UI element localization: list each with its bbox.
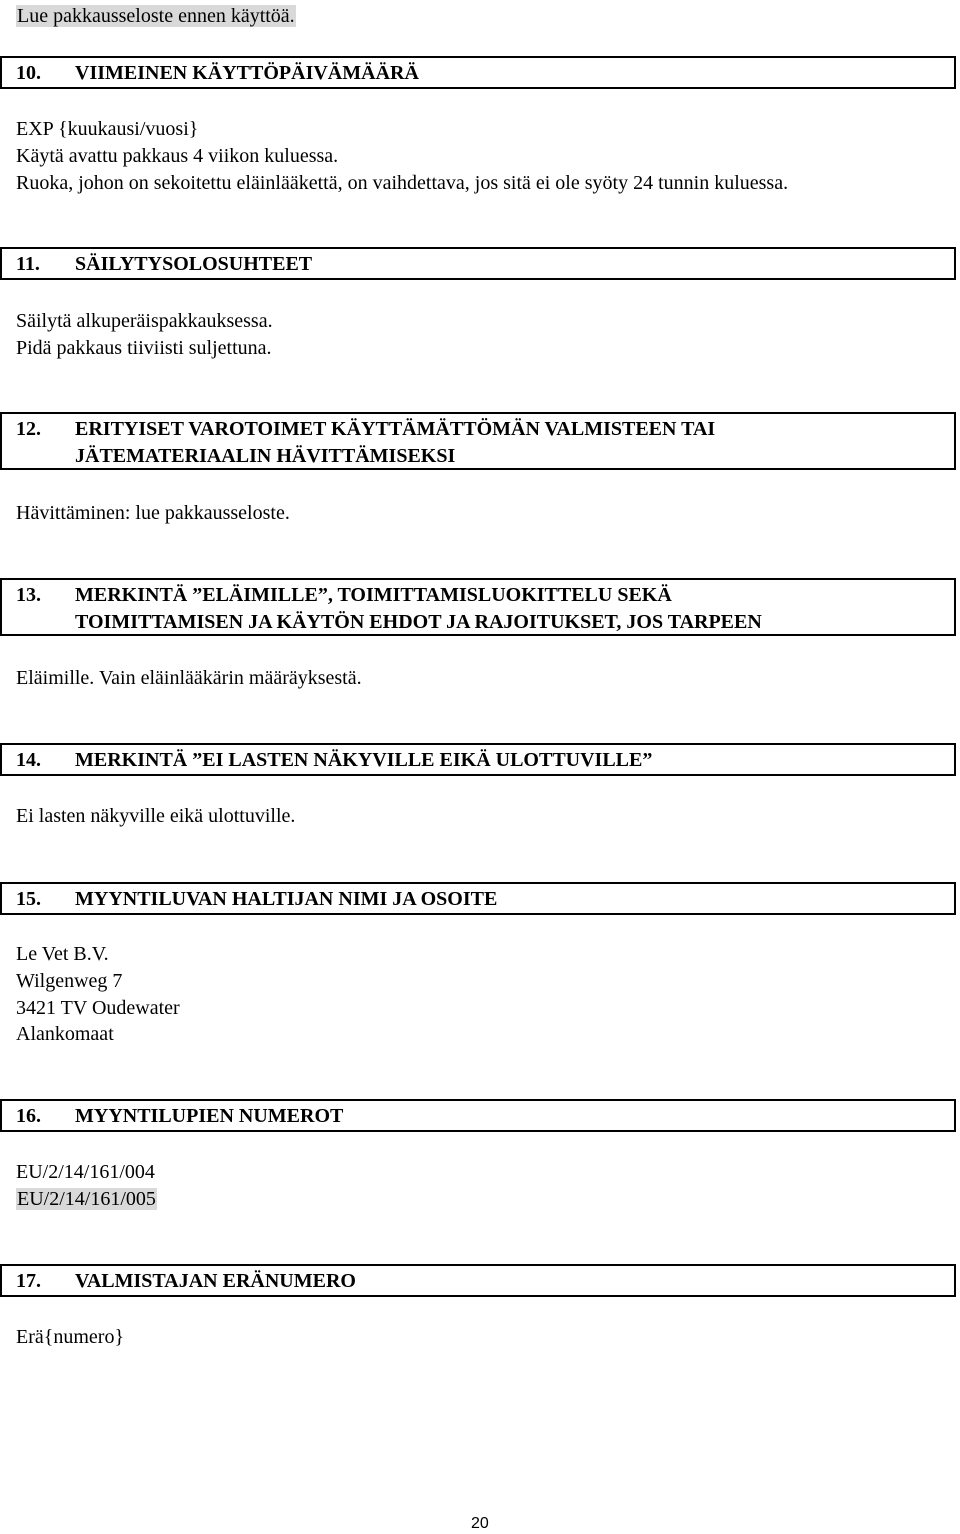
body-line: Hävittäminen: lue pakkausseloste. bbox=[16, 502, 290, 524]
section-number: 14. bbox=[16, 749, 41, 771]
section-13-header bbox=[0, 578, 956, 636]
section-17-header bbox=[0, 1264, 956, 1297]
section-number: 12. bbox=[16, 418, 41, 440]
body-line: Wilgenweg 7 bbox=[16, 970, 123, 992]
section-12-header bbox=[0, 412, 956, 470]
section-number: 17. bbox=[16, 1270, 41, 1292]
section-title-line-1: ERITYISET VAROTOIMET KÄYTTÄMÄTTÖMÄN VALMISTEEN TAI bbox=[75, 418, 716, 440]
section-number: 15. bbox=[16, 888, 41, 910]
body-line: EXP {kuukausi/vuosi} bbox=[16, 118, 199, 140]
section-number: 11. bbox=[16, 253, 40, 275]
body-line: Käytä avattu pakkaus 4 viikon kuluessa. bbox=[16, 145, 339, 167]
section-11-header bbox=[0, 247, 956, 280]
section-title-line-1: MERKINTÄ ”ELÄIMILLE”, TOIMITTAMISLUOKITTELU SEKÄ bbox=[75, 584, 672, 606]
body-line: Säilytä alkuperäispakkauksessa. bbox=[16, 310, 273, 332]
section-title: MERKINTÄ ”EI LASTEN NÄKYVILLE EIKÄ ULOTTUVILLE” bbox=[75, 749, 653, 771]
body-line: Ruoka, johon on sekoitettu eläinlääkettä, on vaihdettava, jos sitä ei ole syöty 24 tunnin kuluessa. bbox=[16, 172, 789, 194]
section-title: MYYNTILUVAN HALTIJAN NIMI JA OSOITE bbox=[75, 888, 498, 910]
body-line: EU/2/14/161/004 bbox=[16, 1161, 155, 1183]
section-14-header bbox=[0, 743, 956, 776]
body-line: Erä{numero} bbox=[16, 1326, 125, 1348]
section-title: MYYNTILUPIEN NUMEROT bbox=[75, 1105, 344, 1127]
section-number: 16. bbox=[16, 1105, 41, 1127]
section-10-header bbox=[0, 56, 956, 89]
body-line: Le Vet B.V. bbox=[16, 943, 109, 965]
page-number: 20 bbox=[471, 1515, 489, 1532]
body-line-highlighted: EU/2/14/161/005 bbox=[17, 1188, 156, 1210]
section-title: SÄILYTYSOLOSUHTEET bbox=[75, 253, 313, 275]
header-note: Lue pakkausseloste ennen käyttöä. bbox=[17, 5, 295, 27]
section-title-line-2: JÄTEMATERIAALIN HÄVITTÄMISEKSI bbox=[75, 445, 456, 467]
body-line: Eläimille. Vain eläinlääkärin määräyksestä. bbox=[16, 667, 362, 689]
body-line: Pidä pakkaus tiiviisti suljettuna. bbox=[16, 337, 272, 359]
body-line: Ei lasten näkyville eikä ulottuville. bbox=[16, 805, 296, 827]
section-number: 10. bbox=[16, 62, 41, 84]
section-number: 13. bbox=[16, 584, 41, 606]
body-line: 3421 TV Oudewater bbox=[16, 997, 180, 1019]
section-16-header bbox=[0, 1099, 956, 1132]
body-line: Alankomaat bbox=[16, 1023, 114, 1045]
section-title: VALMISTAJAN ERÄNUMERO bbox=[75, 1270, 356, 1292]
section-title: VIIMEINEN KÄYTTÖPÄIVÄMÄÄRÄ bbox=[75, 62, 419, 84]
section-title-line-2: TOIMITTAMISEN JA KÄYTÖN EHDOT JA RAJOITUKSET, JOS TARPEEN bbox=[75, 611, 762, 633]
section-15-header bbox=[0, 882, 956, 915]
